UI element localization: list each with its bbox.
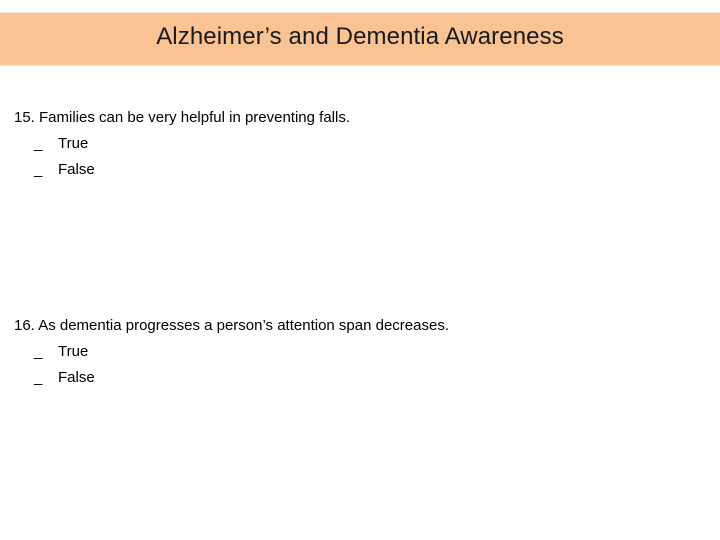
option-true[interactable]	[34, 342, 88, 362]
option-label: False	[58, 161, 95, 178]
option-false[interactable]	[34, 368, 95, 388]
option-label: True	[58, 343, 89, 360]
question-text: 16. As dementia progresses a person’s attention span decreases.	[14, 317, 449, 334]
title-banner	[0, 12, 720, 66]
question-16	[14, 316, 449, 336]
option-label: True	[58, 135, 89, 152]
option-label: False	[58, 369, 95, 386]
question-15	[14, 108, 350, 128]
answer-blank: _	[34, 343, 43, 360]
page-title: Alzheimer’s and Dementia Awareness	[156, 23, 564, 50]
answer-blank: _	[34, 135, 43, 152]
option-false[interactable]	[34, 160, 95, 180]
option-true[interactable]	[34, 134, 88, 154]
answer-blank: _	[34, 369, 43, 386]
answer-blank: _	[34, 161, 43, 178]
question-text: 15. Families can be very helpful in preventing falls.	[14, 109, 351, 126]
